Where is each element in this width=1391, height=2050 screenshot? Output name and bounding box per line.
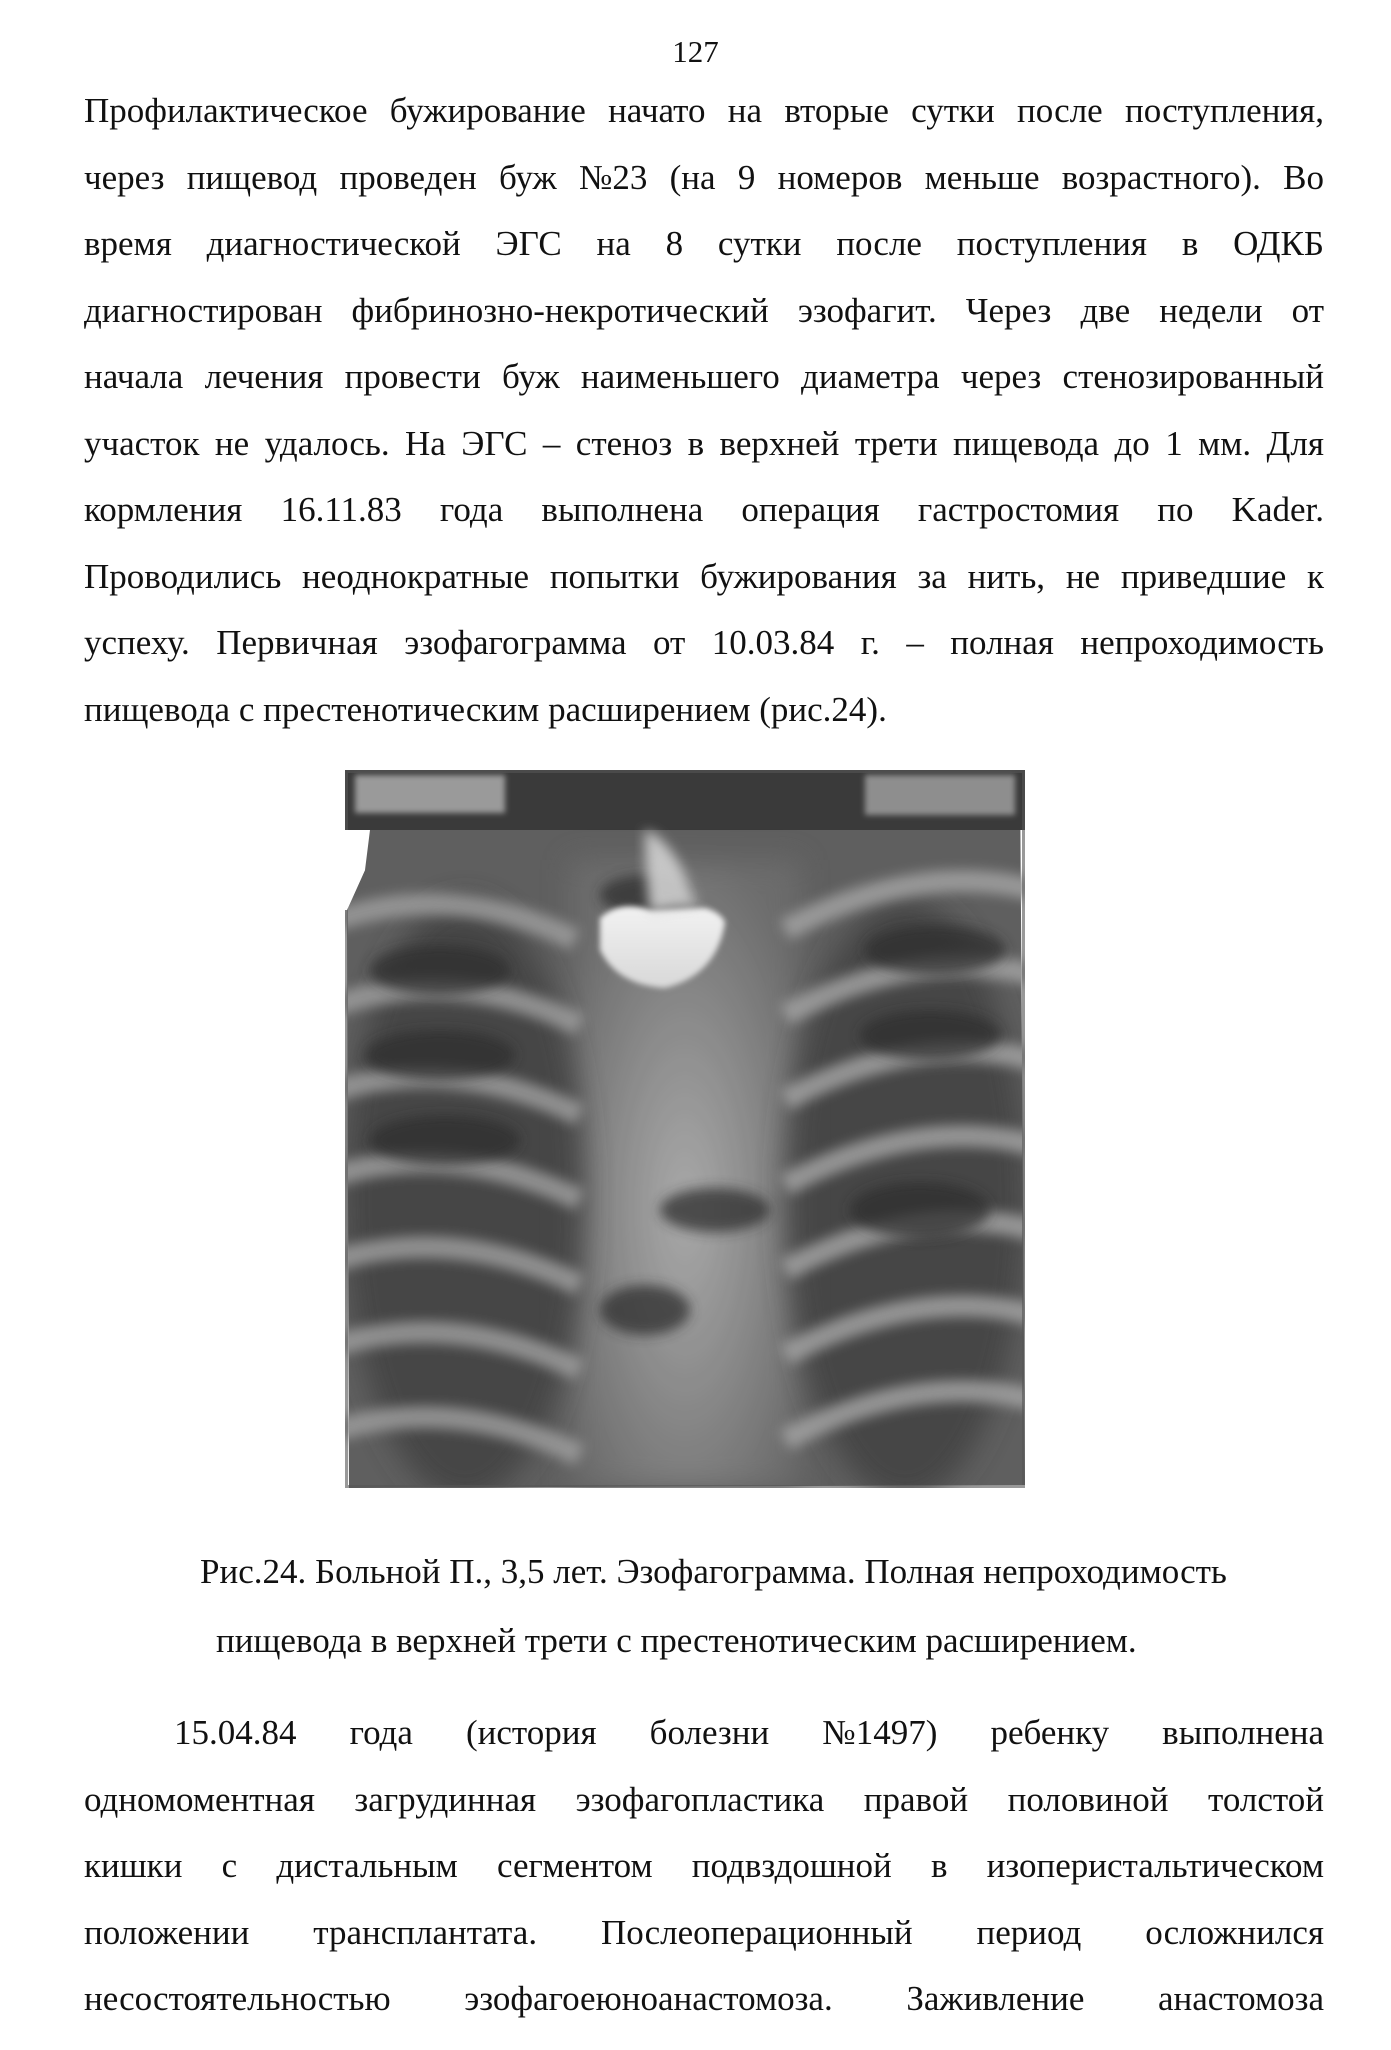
- caption-line: пищевода в верхней трети с престенотическим расширением.: [216, 1621, 1137, 1660]
- text-line: успеху. Первичная эзофагограмма от 10.03.84 г. – полная непроходимость: [84, 623, 1324, 662]
- text-line: Профилактическое бужирование начато на вторые сутки после поступления,: [84, 91, 1324, 130]
- text-line: кишки с дистальным сегментом подвздошной в изоперистальтическом: [84, 1846, 1324, 1885]
- text-line: кормления 16.11.83 года выполнена операция гастростомия по Kader.: [84, 490, 1324, 529]
- text-line: несостоятельностью эзофагоеюноанастомоза. Заживление анастомоза: [84, 1979, 1324, 2018]
- text-line: время диагностической ЭГС на 8 сутки после поступления в ОДКБ: [84, 224, 1324, 263]
- text-line: начала лечения провести буж наименьшего диаметра через стенозированный: [84, 357, 1324, 396]
- text-line: пищевода с престенотическим расширением (рис.24).: [84, 689, 887, 729]
- text-line: через пищевод проведен буж №23 (на 9 номеров меньше возрастного). Во: [84, 157, 1324, 197]
- text-line: участок не удалось. На ЭГС – стеноз в верхней трети пищевода до 1 мм. Для: [84, 423, 1324, 463]
- caption-line: Рис.24. Больной П., 3,5 лет. Эзофагограмма. Полная непроходимость: [200, 1552, 1227, 1591]
- paragraph-intro: [84, 78, 1324, 743]
- page-number: 127: [672, 34, 719, 69]
- paragraph-surgery: [84, 1700, 1324, 2033]
- text-line: 15.04.84 года (история болезни №1497) ребенку выполнена: [174, 1713, 1324, 1752]
- esophagogram-xray-image: [345, 770, 1025, 1488]
- text-line: одномоментная загрудинная эзофагопластика правой половиной толстой: [84, 1779, 1324, 1819]
- text-line: Проводились неоднократные попытки бужирования за нить, не приведшие к: [84, 556, 1324, 596]
- text-line: диагностирован фибринозно-некротический эзофагит. Через две недели от: [84, 290, 1324, 330]
- figure-caption: [200, 1537, 1300, 1675]
- text-line: положении трансплантата. Послеоперационный период осложнился: [84, 1912, 1324, 1952]
